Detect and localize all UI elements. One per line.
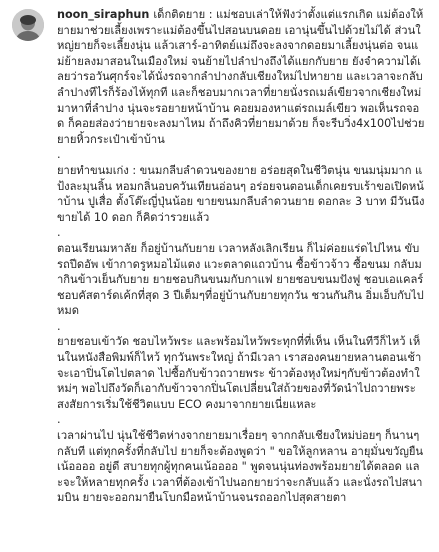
- comment-paragraph-1: [57, 7, 425, 147]
- comment-paragraph-3: ตอนเรียนมหาลัย ก็อยู่บ้านกับยาย เวลาหลังเลิกเรียน ก็ไม่ค่อยแร่ดไปไหน ขับรถปีดอัพ เข้ากาดรูหมอไม้แตง แวะตลาดแถวบ้าน ซื้อข้าวจ้าว ซื้อขนม กลับมากินข้าวเย็นกับยาย ยายชอบกินขนมกับกาแฟ ยายชอบขนมปังฟู ชอบเอแคลร์ ชอบคัสตาร์ดเค้กที่สุด 3 ปีเต็มๆที่อยู่บ้านกับยายทุกวัน ชวนกันกิน อิ่มเอ็บกับไปหมด: [57, 241, 424, 318]
- comment-paragraph-2: ยายทำขนมเก่ง : ขนมกลีบลำดวนของยาย อร่อยสุดในชีวิตนุ่น ขนมนุ่มมาก แป้งละมุนลิ้น หอมกลิ่นอบควันเทียนอ่อนๆ อร่อยจนตอนเด็กเคยรบเร้าขอเปิดหน้าบ้าน ปูเสื่อ ตั้งโต๊ะญี่ปุ่นน้อย ขายขนมกลีบลำดวนยาย ดอกละ 3 บาท มีวันนึงขายได้ 10 ดอก ก็คิดว่ารวยแล้ว: [57, 163, 425, 224]
- comment-paragraph-4: ยายชอบเข้าวัด ชอบไหว้พระ และพร้อมไหว้พระทุกที่ที่เห็น เห็นในทีวีก็ไหว้ เห็นในหนังสือพิมพ์ก็ไหว้ ทุกวันพระใหญ่ ถ้ามีเวลา เราสองคนยายหลานตอนเช้าจะเอาปิ่นโตไปตลาด ไปซื้อกับข้าวถวายพระ ข้าวต้องหุงใหม่ๆกับข้าวต้องทำใหม่ๆ พอไปถึงวัดก็เอากับข้าวจากปิ่นโตเปลี่ยนใส่ถ้วยของที่วัดนำไปถวายพระ สงสัยการเริ่มใช้ชีวิตแบบ ECO คงมาจากยายเนี่ยแหละ: [57, 335, 422, 411]
- comment-username[interactable]: noon_siraphun: [57, 8, 150, 21]
- comment-paragraph-5: เวลาผ่านไป นุ่นใช้ชีวิตห่างจากยายมาเรื่อยๆ จากกลับเชียงใหม่บ่อยๆ ก็นานๆกลับที แต่ทุกครั้งที่กลับไป ยายก็จะต้องพูดว่า " ขอให้ลูกหลาน อายุมั่นขวัญยืนเน้ออออ อยู่ดี สบายทุกผู้ทุกคนเน้ออออ " พูดจนนุ่นท่องพร้อมยายได้ตลอด และจะให้หลายทุกครั้ง เวลาที่ต้องเข้าไปนอกยายว่าจะกลับแล้ว และนั่งรถไปสนามบิน ยายจะออกมายืนโบกมือหน้าบ้านจนรถออกไปสุดสายตา: [57, 429, 424, 505]
- avatar[interactable]: [12, 9, 44, 41]
- comment-text: เด็กติดยาย : แม่ชอบเล่าให้ฟังว่าตั้งแต่แรกเกิด แม่ต้องให้ยายมาช่วยเลี้ยงเพราะแม่ต้องขึ้นไปสอนบนดอย เอานุ่นขึ้นไปด้วยไม่ได้ ส่วนใหญ่ยายก็จะเลี้ยงนุ่น แล้วเสาร์-อาทิตย์แม่ถึงจะลงจากดอยมาเลี้ยงนุ่นต่อ จนแม่ย้ายลงมาสอนในเมืองใหม่ จนย้ายไปลำปางถึงได้แยกกับยาย ยังจำความได้เลยว่ารอวันศุกร์จะได้นั่งรถจากลำปางกลับเชียงใหม่ไปหายาย และเวลาจะกลับลำปางทีไรก็ร้องไห้ทุกที และก็ชอบมากเวลาที่ยายนั่งรถเมล์เขียวจากเชียงใหม่มาหาที่ลำปาง นุ่นจะรอยายหน้าบ้าน คอยมองหาแต่รถเมล์เขียว พอเห็นรถจอด ก็คอยส่องว่ายายจะลงมาไหม ถ้าถึงคิวที่ยายมาด้วย ก็จะรีบวิ่ง4x100ไปช่วยยายหิ้วกระเป๋าเข้าบ้าน: [57, 8, 425, 146]
- paragraph-separator: .: [57, 148, 61, 162]
- user-avatar-icon: [12, 9, 44, 41]
- comment-body: [57, 7, 425, 506]
- paragraph-separator: .: [57, 319, 61, 333]
- paragraph-separator: .: [57, 226, 61, 240]
- paragraph-separator: .: [57, 413, 61, 427]
